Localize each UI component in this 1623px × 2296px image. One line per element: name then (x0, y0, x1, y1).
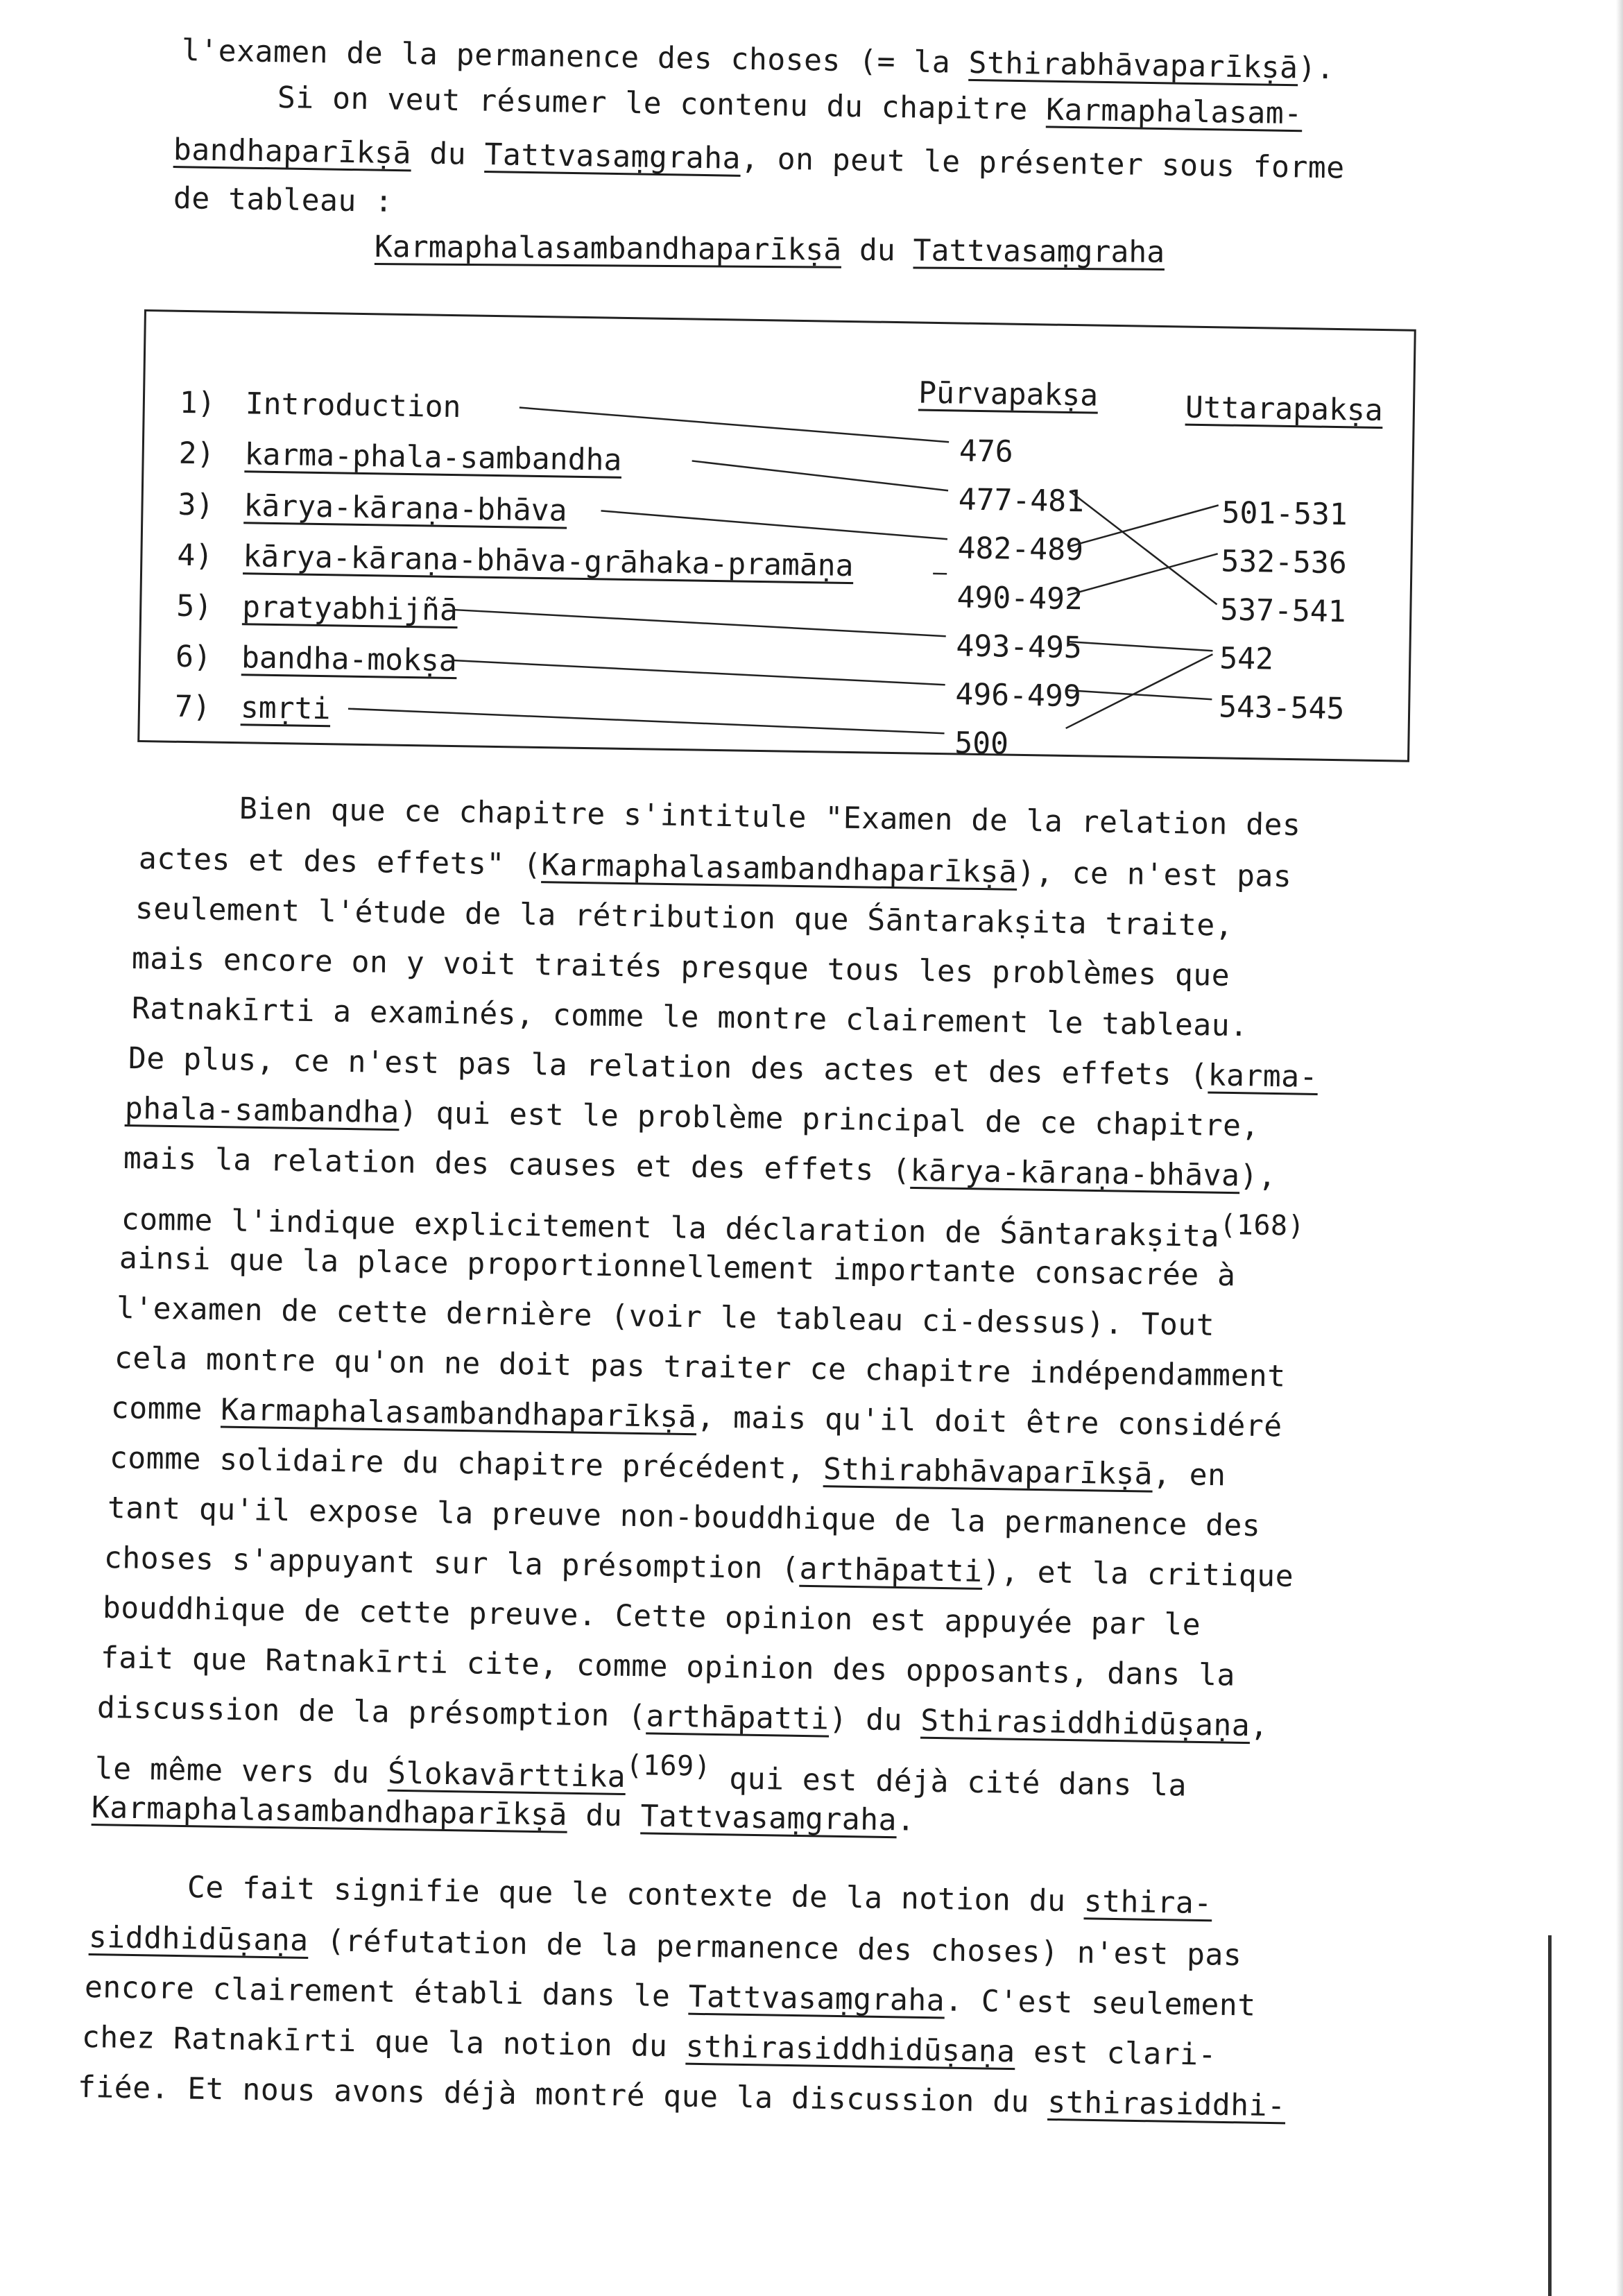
row-purva-value: 476 (959, 434, 1013, 470)
row-number: 3) (178, 487, 214, 523)
text-segment: fait que Ratnakīrti cite, comme opinion des opposants, dans la (100, 1640, 1236, 1693)
p2-line-2 (88, 1920, 1242, 1973)
sanskrit-term: arthāpatti (646, 1699, 830, 1737)
row-purva-value: 500 (954, 726, 1009, 762)
sanskrit-term: arthāpatti (799, 1551, 983, 1589)
text-segment: fiée. Et nous avons déjà montré que la discussion du (77, 2070, 1048, 2120)
intro-line-1: l'examen de la permanence des choses (= la Sthirabhāvaparīkṣā). (181, 33, 1335, 87)
p1-line-11 (116, 1291, 1215, 1343)
text-segment: mais la relation des causes et des effets ( (123, 1141, 911, 1188)
column-header-uttarapaksa: Uttarapakṣa (1185, 390, 1384, 429)
sanskrit-term: sthirasiddhi- (1047, 2084, 1286, 2124)
p2-line-4 (81, 2020, 1217, 2073)
text-segment: Ce fait signifie que le contexte de la notion du (187, 1870, 1085, 1919)
p1-line-18 (100, 1640, 1236, 1693)
sanskrit-term: Karmaphalasambandhaparīkṣā (220, 1392, 697, 1435)
p2-line-3 (84, 1970, 1257, 2023)
scan-edge-shadow (1616, 0, 1623, 2296)
sanskrit-term: siddhidūṣaṇa (88, 1920, 309, 1958)
p1-line-13 (110, 1391, 1283, 1444)
table-title: Karmaphalasambandhaparīkṣā du Tattvasaṃgraha (374, 230, 1165, 270)
sanskrit-term: kārya-kāraṇa-bhāva (910, 1153, 1240, 1194)
text-segment: . (896, 1803, 916, 1838)
p2-line-5 (77, 2070, 1286, 2124)
p1-line-12 (114, 1341, 1287, 1394)
row-purva-value: 493-495 (956, 628, 1083, 666)
sanskrit-term: sthirasiddhidūṣaṇa (685, 2029, 1016, 2070)
text-segment: ) du (829, 1702, 921, 1738)
text-segment: encore clairement établi dans le (84, 1970, 689, 2014)
p1-line-14 (110, 1443, 1226, 1491)
column-header-purvapaksa: Pūrvapakṣa (918, 375, 1099, 413)
sanskrit-term: Karmaphalasambandhaparīkṣā (91, 1790, 568, 1833)
row-number: 5) (175, 588, 213, 624)
uttara-value-1: 501-531 (1221, 495, 1348, 533)
sanskrit-term: Ślokavārttika (387, 1756, 626, 1795)
text-segment: le même vers du (94, 1751, 388, 1791)
text-segment: est clari- (1015, 2034, 1217, 2073)
text-segment: ), (1239, 1158, 1277, 1194)
sanskrit-term: Karmaphalasambandhaparīkṣā (541, 848, 1017, 890)
text-segment: tant qu'il expose la preuve non-bouddhique de la permanence des (107, 1491, 1261, 1544)
p1-line-17 (102, 1591, 1201, 1643)
row-number: 7) (174, 689, 212, 725)
text-segment: qui est déjà cité dans la (710, 1760, 1187, 1804)
leader-line-1 (519, 408, 950, 443)
text-segment: , (1249, 1708, 1269, 1744)
link-490-532 (1068, 551, 1218, 597)
text-segment: . C'est seulement (944, 1983, 1257, 2023)
leader-line-2 (692, 461, 949, 490)
text-segment: comme solidaire du chapitre précédent, (109, 1441, 824, 1487)
row-label: bandha-mokṣa (241, 640, 458, 679)
sanskrit-term: sthira- (1083, 1884, 1212, 1921)
leader-lines (139, 311, 1414, 760)
p1-line-21 (91, 1790, 916, 1838)
link-493-542 (1067, 642, 1212, 651)
link-482-501 (1069, 503, 1219, 549)
leader-line-6 (453, 660, 945, 685)
p1-line-8 (123, 1141, 1277, 1194)
leader-line-7 (348, 709, 945, 734)
text-segment: chez Ratnakīrti que la notion du (81, 2020, 687, 2064)
sanskrit-term: Sthirasiddhidūṣaṇa (920, 1703, 1251, 1744)
text-segment: comme (110, 1391, 221, 1428)
text-segment: discussion de la présomption ( (96, 1690, 646, 1734)
text-segment: bouddhique de cette preuve. Cette opinion est appuyée par le (102, 1591, 1201, 1643)
margin-rule (1548, 1935, 1552, 2296)
text-segment: mais encore on y voit traités presque tous les problèmes que (131, 941, 1230, 993)
uttara-value-3: 537-541 (1219, 592, 1346, 630)
sanskrit-term: Tattvasaṃgraha (688, 1979, 945, 2019)
intro-line-2: Si on veut résumer le contenu du chapitre Karmaphalasam- (277, 80, 1303, 132)
text-segment: De plus, ce n'est pas la relation des actes et des effets ( (128, 1041, 1209, 1093)
row-label: pratyabhijñā (241, 590, 458, 628)
text-segment: cela montre qu'on ne doit pas traiter ce chapitre indépendamment (114, 1341, 1287, 1394)
text-segment: ) qui est le problème principal de ce chapitre, (399, 1095, 1260, 1144)
uttara-value-5: 543-545 (1218, 689, 1345, 727)
p1-line-2 (138, 841, 1292, 895)
uttara-value-2: 532-536 (1221, 544, 1348, 581)
text-segment: , mais qu'il doit être considéré (696, 1400, 1283, 1444)
uttara-value-4: 542 (1219, 641, 1274, 677)
p1-line-15 (107, 1491, 1261, 1544)
row-number: 6) (175, 639, 212, 675)
text-segment: Ratnakīrti a examinés, comme le montre clairement le tableau. (131, 991, 1248, 1044)
sanskrit-term: Tattvasaṃgraha (640, 1799, 898, 1838)
text-segment: du (567, 1797, 641, 1834)
footnote-ref: (168) (1219, 1208, 1305, 1242)
text-segment: , en (1152, 1457, 1226, 1493)
sanskrit-term: phala-sambandha (124, 1091, 400, 1131)
summary-table (137, 309, 1416, 762)
text-segment: ainsi que la place proportionnellement importante consacrée à (119, 1241, 1236, 1294)
text-segment: seulement l'étude de la rétribution que Śāntarakṣita traite, (135, 891, 1234, 943)
row-label: karma-phala-sambandha (244, 437, 622, 478)
sanskrit-term: karma- (1208, 1058, 1319, 1095)
intro-line-4: de tableau : (173, 181, 394, 219)
p1-line-6 (128, 1041, 1319, 1095)
p1-line-1 (239, 791, 1301, 843)
row-purva-value: 482-489 (957, 531, 1084, 568)
p1-line-19 (96, 1690, 1269, 1744)
intro-line-3: bandhaparīkṣā du Tattvasaṃgraha, on peut le présenter sous forme (173, 132, 1346, 186)
p2-line-1 (187, 1870, 1212, 1921)
row-number: 2) (178, 436, 215, 472)
row-purva-value: 490-492 (956, 580, 1083, 617)
text-segment: ), et la critique (982, 1554, 1294, 1594)
text-segment: actes et des effets" ( (138, 841, 542, 883)
p1-line-7 (124, 1091, 1260, 1144)
text-segment: comme l'indique explicitement la déclaration de Śāntarakṣita (121, 1202, 1220, 1254)
row-label: smṛti (240, 690, 331, 727)
sanskrit-term: Sthirabhāvaparīkṣā (823, 1452, 1153, 1492)
row-label: kārya-kāraṇa-bhāva (243, 488, 567, 529)
link-477-537 (1068, 491, 1219, 604)
text-segment: choses s'appuyant sur la présomption ( (103, 1541, 800, 1586)
row-label: Introduction (245, 386, 461, 425)
leader-line-5 (454, 610, 946, 636)
p1-line-3 (135, 891, 1234, 943)
row-label: kārya-kāraṇa-bhāva-grāhaka-pramāṇa (243, 539, 854, 584)
p1-line-5 (131, 991, 1248, 1044)
row-number: 4) (177, 538, 214, 574)
row-purva-value: 496-499 (955, 677, 1082, 714)
p1-line-4 (131, 941, 1230, 993)
p1-line-16 (104, 1543, 1294, 1592)
text-segment: Bien que ce chapitre s'intitule "Examen de la relation des (239, 791, 1301, 843)
footnote-ref: (169) (625, 1749, 712, 1783)
leader-line-3 (601, 511, 947, 539)
text-segment: ), ce n'est pas (1017, 855, 1292, 895)
row-number: 1) (179, 385, 216, 421)
text-segment: (réfutation de la permanence des choses) n'est pas (308, 1923, 1242, 1973)
row-purva-value: 477-481 (958, 482, 1085, 520)
text-segment: l'examen de cette dernière (voir le tableau ci-dessus). Tout (116, 1291, 1215, 1343)
